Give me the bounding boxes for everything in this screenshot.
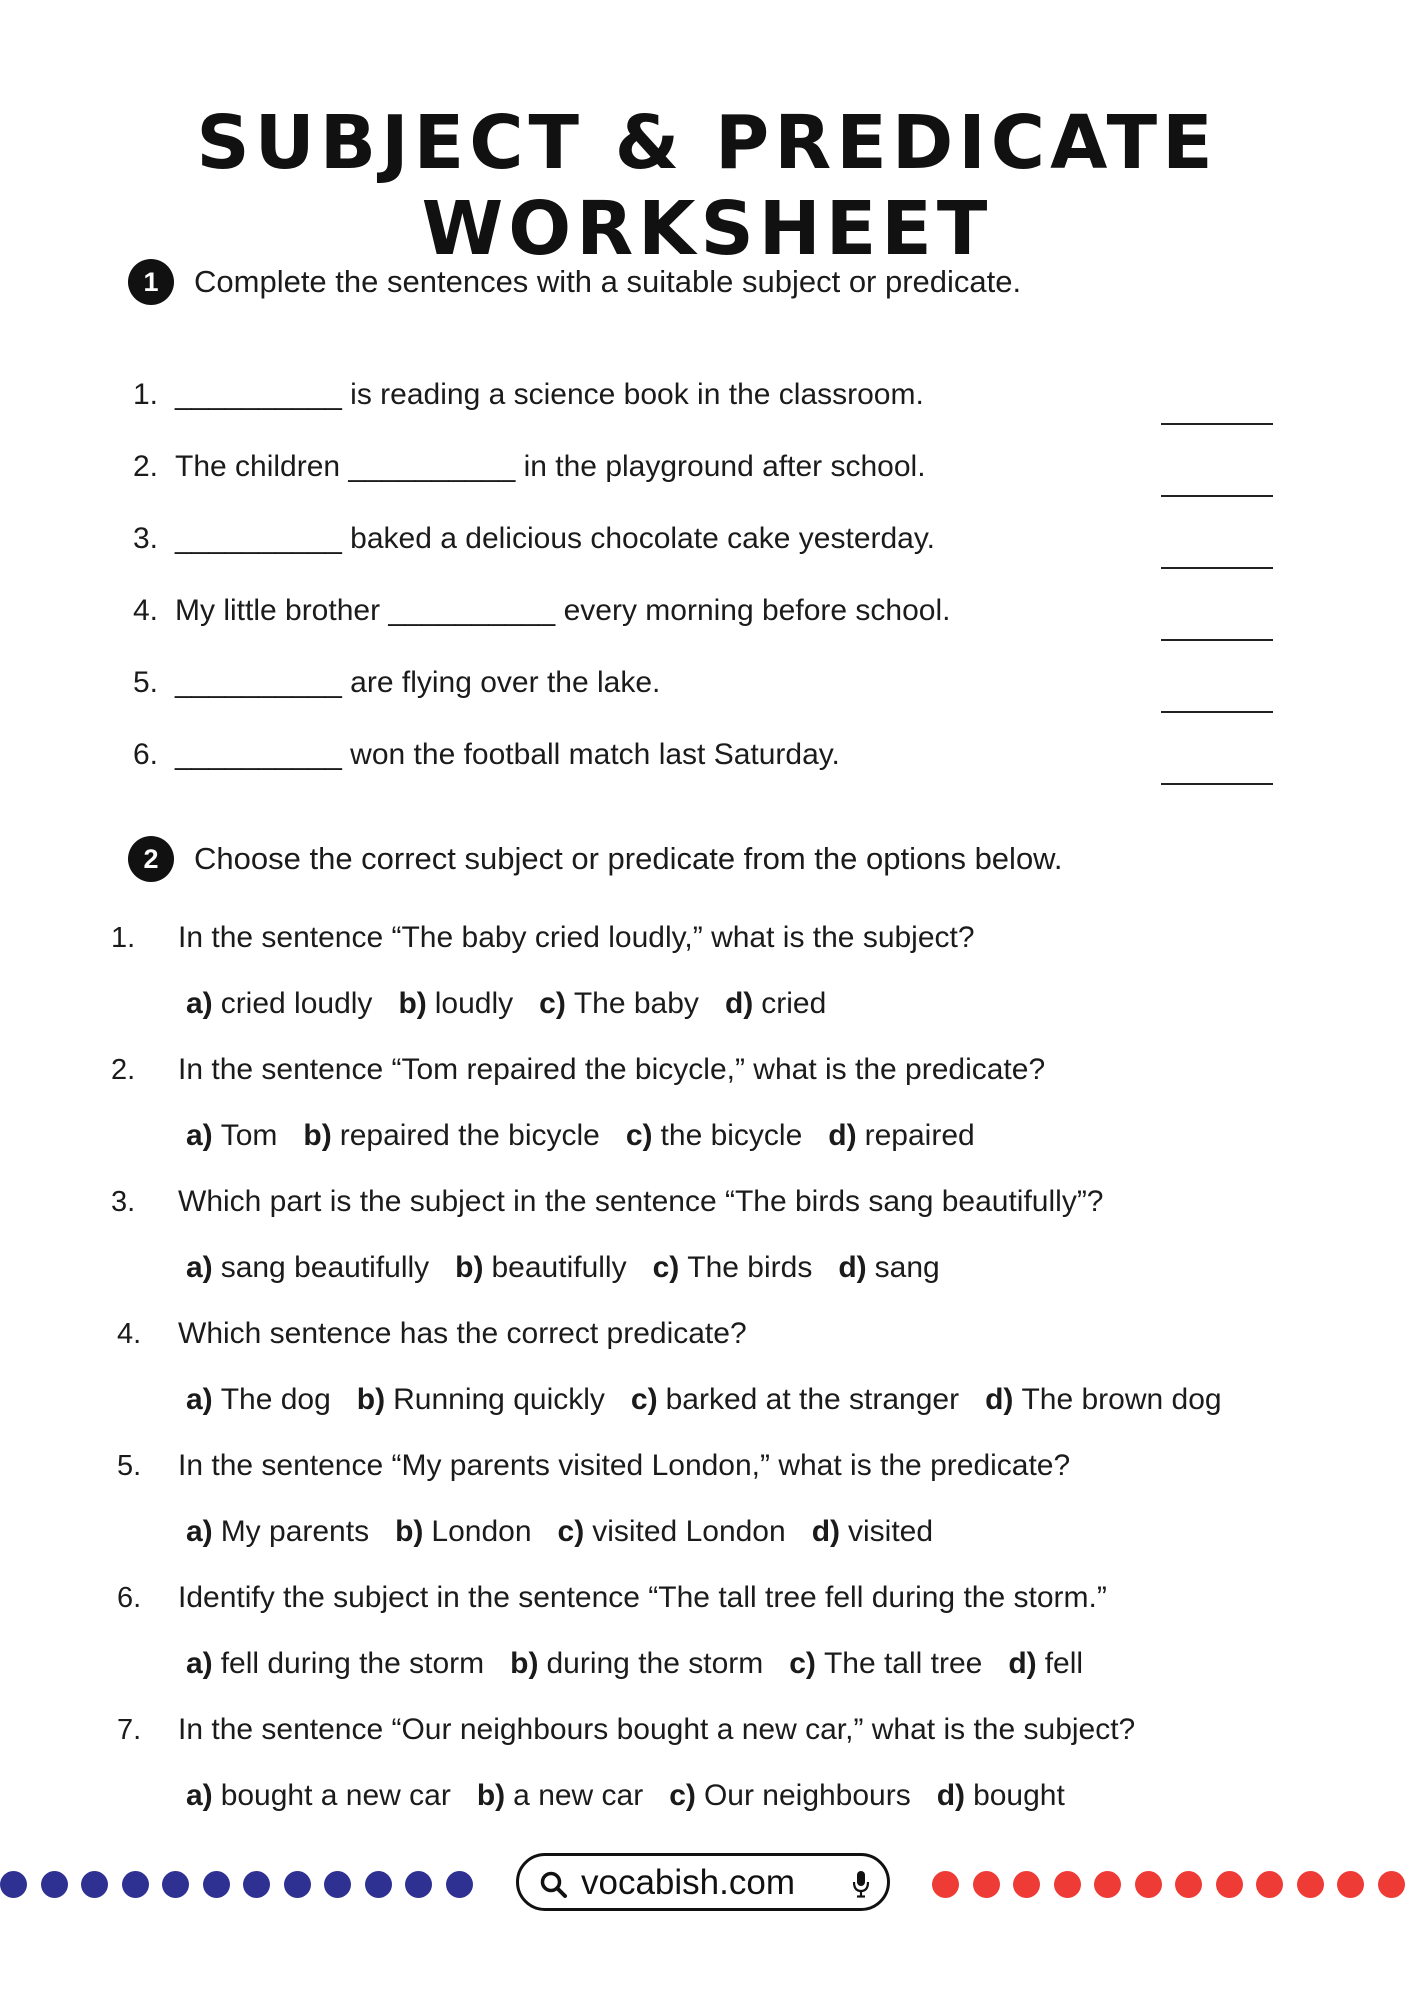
decorative-dot [365, 1871, 392, 1898]
decorative-dot [973, 1871, 1000, 1898]
question-number: 5. [117, 1449, 142, 1482]
decorative-dot [162, 1871, 189, 1898]
decorative-dot [446, 1871, 473, 1898]
option-b[interactable]: b) beautifully [455, 1251, 627, 1284]
option-d[interactable]: d) sang [838, 1251, 940, 1284]
option-c[interactable]: c) The baby [539, 987, 699, 1020]
decorative-dot [1256, 1871, 1283, 1898]
section2-header [128, 835, 1062, 883]
item-number: 3. [133, 522, 159, 555]
options-row [186, 1644, 1109, 1684]
option-a[interactable]: a) My parents [186, 1515, 370, 1548]
option-b[interactable]: b) a new car [476, 1779, 644, 1812]
decorative-dot [405, 1871, 432, 1898]
website-url: vocabish.com [581, 1863, 795, 1902]
question-number: 4. [117, 1317, 142, 1350]
option-a[interactable]: a) fell during the storm [186, 1647, 485, 1680]
options-row [186, 1116, 1001, 1156]
answer-line[interactable] [1161, 783, 1273, 785]
option-b[interactable]: b) repaired the bicycle [303, 1119, 600, 1152]
item-number: 5. [133, 666, 159, 699]
question-number: 6. [117, 1581, 142, 1614]
decorative-dot [1378, 1871, 1405, 1898]
fill-item [133, 591, 1273, 631]
question-number: 1. [111, 921, 136, 954]
option-a[interactable]: a) The dog [186, 1383, 331, 1416]
option-a[interactable]: a) cried loudly [186, 987, 373, 1020]
options-row [186, 1512, 959, 1552]
decorative-dot [1297, 1871, 1324, 1898]
item-text: __________ is reading a science book in the classroom. [175, 378, 924, 411]
option-c[interactable]: c) barked at the stranger [630, 1383, 960, 1416]
section1-number-badge: 1 [128, 259, 174, 305]
question-text: Which part is the subject in the sentence “The birds sang beautifully”? [178, 1185, 1104, 1218]
decorative-dot [81, 1871, 108, 1898]
website-link[interactable] [516, 1853, 890, 1911]
option-d[interactable]: d) The brown dog [985, 1383, 1222, 1416]
footer [0, 1853, 1414, 1917]
option-c[interactable]: c) The tall tree [789, 1647, 983, 1680]
section1-header [128, 258, 1021, 306]
item-text: __________ are flying over the lake. [175, 666, 661, 699]
options-row [186, 1248, 966, 1288]
question-text: In the sentence “Our neighbours bought a new car,” what is the subject? [178, 1713, 1136, 1746]
item-text: __________ baked a delicious chocolate cake yesterday. [175, 522, 935, 555]
item-text: __________ won the football match last Saturday. [175, 738, 840, 771]
option-b[interactable]: b) during the storm [510, 1647, 764, 1680]
answer-line[interactable] [1161, 423, 1273, 425]
decorative-dot [243, 1871, 270, 1898]
item-number: 1. [133, 378, 159, 411]
option-c[interactable]: c) Our neighbours [669, 1779, 911, 1812]
section2-number-badge: 2 [128, 836, 174, 882]
page-title: SUBJECT & PREDICATE WORKSHEET [196, 100, 1218, 272]
option-d[interactable]: d) visited [811, 1515, 934, 1548]
option-c[interactable]: c) the bicycle [625, 1119, 803, 1152]
options-row [186, 984, 852, 1024]
decorative-dot [0, 1871, 27, 1898]
item-text: The children __________ in the playground after school. [175, 450, 926, 483]
decorative-dot [203, 1871, 230, 1898]
question-text: In the sentence “The baby cried loudly,” what is the subject? [178, 921, 975, 954]
option-d[interactable]: d) bought [936, 1779, 1065, 1812]
option-d[interactable]: d) repaired [828, 1119, 975, 1152]
decorative-dot [1135, 1871, 1162, 1898]
item-text: My little brother __________ every morning before school. [175, 594, 951, 627]
option-c[interactable]: c) visited London [557, 1515, 786, 1548]
fill-item [133, 447, 1273, 487]
question-number: 3. [111, 1185, 136, 1218]
fill-item [133, 375, 1273, 415]
fill-item [133, 663, 1273, 703]
option-a[interactable]: a) Tom [186, 1119, 278, 1152]
question-text: Identify the subject in the sentence “The tall tree fell during the storm.” [178, 1581, 1107, 1614]
question-text: In the sentence “Tom repaired the bicycle,” what is the predicate? [178, 1053, 1046, 1086]
decorative-dot [1216, 1871, 1243, 1898]
question-number: 7. [117, 1713, 142, 1746]
item-number: 4. [133, 594, 159, 627]
decorative-dot [324, 1871, 351, 1898]
option-d[interactable]: d) fell [1008, 1647, 1084, 1680]
decorative-dot [284, 1871, 311, 1898]
decorative-dot [932, 1871, 959, 1898]
options-row [186, 1380, 1248, 1420]
options-row [186, 1776, 1091, 1816]
question-text: Which sentence has the correct predicate? [178, 1317, 747, 1350]
item-number: 2. [133, 450, 159, 483]
option-b[interactable]: b) London [395, 1515, 532, 1548]
fill-item [133, 519, 1273, 559]
question-text: In the sentence “My parents visited London,” what is the predicate? [178, 1449, 1071, 1482]
decorative-dot [1337, 1871, 1364, 1898]
option-b[interactable]: b) loudly [398, 987, 514, 1020]
option-a[interactable]: a) sang beautifully [186, 1251, 430, 1284]
item-number: 6. [133, 738, 159, 771]
answer-line[interactable] [1161, 495, 1273, 497]
answer-line[interactable] [1161, 639, 1273, 641]
decorative-dot [1013, 1871, 1040, 1898]
decorative-dot [1054, 1871, 1081, 1898]
section2-instruction: Choose the correct subject or predicate from the options below. [194, 841, 1063, 876]
option-a[interactable]: a) bought a new car [186, 1779, 451, 1812]
option-d[interactable]: d) cried [724, 987, 827, 1020]
decorative-dot [41, 1871, 68, 1898]
decorative-dot [1094, 1871, 1121, 1898]
question-number: 2. [111, 1053, 136, 1086]
option-b[interactable]: b) Running quickly [356, 1383, 605, 1416]
answer-line[interactable] [1161, 567, 1273, 569]
section1-instruction: Complete the sentences with a suitable subject or predicate. [194, 264, 1022, 299]
decorative-dot [1175, 1871, 1202, 1898]
option-c[interactable]: c) The birds [652, 1251, 813, 1284]
answer-line[interactable] [1161, 711, 1273, 713]
decorative-dot [122, 1871, 149, 1898]
search-icon [539, 1870, 569, 1900]
microphone-icon [851, 1869, 871, 1899]
fill-item [133, 735, 1273, 775]
